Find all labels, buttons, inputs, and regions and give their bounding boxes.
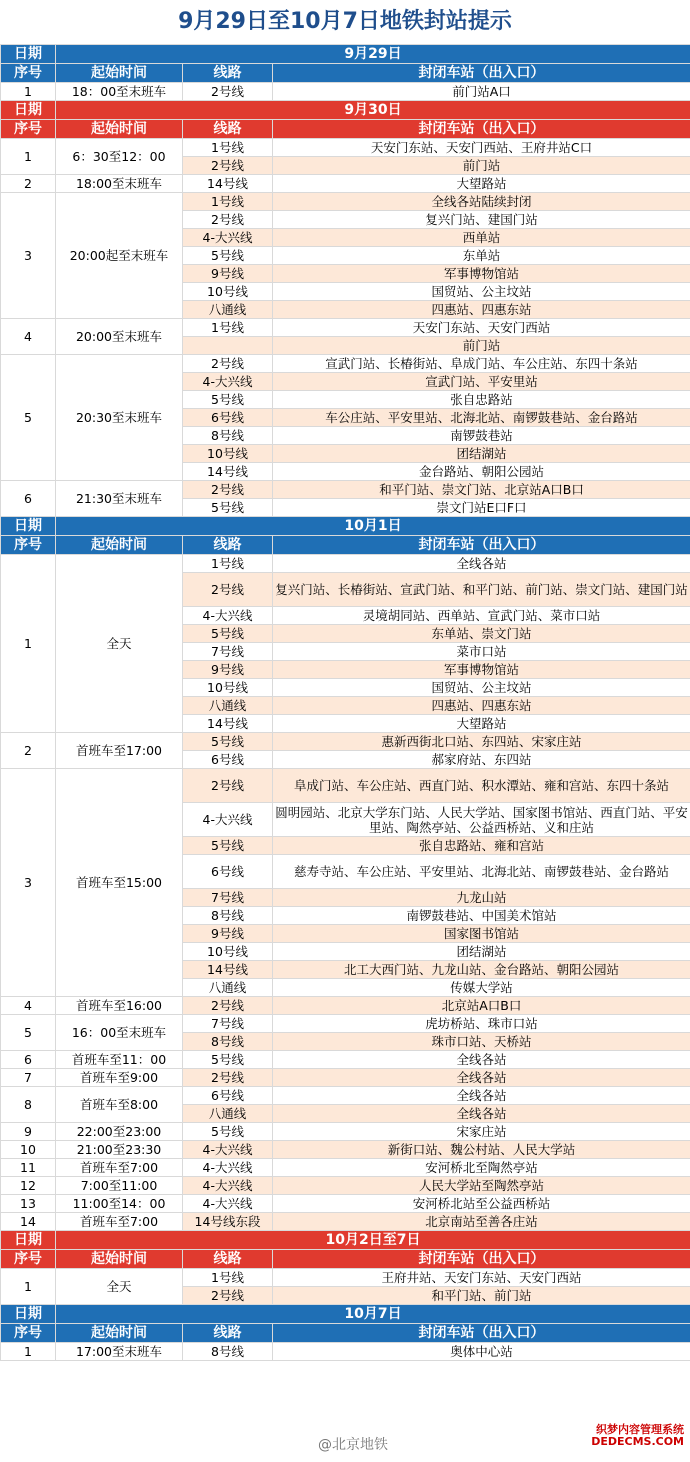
station-cell: 新街口站、魏公村站、人民大学站 xyxy=(273,1141,690,1159)
section-date: 9月29日 xyxy=(56,45,690,64)
section-date: 9月30日 xyxy=(56,101,690,120)
section-date: 10月7日 xyxy=(56,1305,690,1324)
date-label: 日期 xyxy=(1,1231,56,1250)
start-time-cell: 首班车至7:00 xyxy=(56,1159,183,1177)
start-time-cell: 21:30至末班车 xyxy=(56,481,183,517)
seq-cell: 7 xyxy=(1,1069,56,1087)
line-cell: 9号线 xyxy=(183,661,273,679)
line-cell: 4-大兴线 xyxy=(183,607,273,625)
column-header-line: 线路 xyxy=(183,64,273,83)
column-header-line: 线路 xyxy=(183,120,273,139)
station-cell: 宣武门站、长椿街站、阜成门站、车公庄站、东四十条站 xyxy=(273,355,690,373)
station-cell: 传媒大学站 xyxy=(273,979,690,997)
start-time-cell: 首班车至17:00 xyxy=(56,733,183,769)
line-cell: 14号线 xyxy=(183,175,273,193)
line-cell: 7号线 xyxy=(183,643,273,661)
table-row xyxy=(1,1343,690,1361)
station-cell: 前门站 xyxy=(273,157,690,175)
column-header-row xyxy=(1,120,690,139)
site-watermark xyxy=(591,1424,684,1448)
start-time-cell: 首班车至11：00 xyxy=(56,1051,183,1069)
station-cell: 复兴门站、长椿街站、宣武门站、和平门站、前门站、崇文门站、建国门站 xyxy=(273,573,690,607)
site-watermark-line1: 织梦内容管理系统 xyxy=(596,1423,684,1436)
station-cell: 南锣鼓巷站 xyxy=(273,427,690,445)
page-title: 9月29日至10月7日地铁封站提示 xyxy=(0,0,690,44)
seq-cell: 14 xyxy=(1,1213,56,1231)
line-cell: 2号线 xyxy=(183,481,273,499)
seq-cell: 12 xyxy=(1,1177,56,1195)
date-label: 日期 xyxy=(1,1305,56,1324)
date-label: 日期 xyxy=(1,101,56,120)
station-cell: 天安门东站、天安门西站 xyxy=(273,319,690,337)
line-cell: 7号线 xyxy=(183,889,273,907)
start-time-cell: 7:00至11:00 xyxy=(56,1177,183,1195)
station-cell: 珠市口站、天桥站 xyxy=(273,1033,690,1051)
start-time-cell: 首班车至8:00 xyxy=(56,1087,183,1123)
station-cell: 东单站、崇文门站 xyxy=(273,625,690,643)
line-cell: 9号线 xyxy=(183,265,273,283)
station-cell: 军事博物馆站 xyxy=(273,661,690,679)
line-cell: 6号线 xyxy=(183,855,273,889)
line-cell: 1号线 xyxy=(183,139,273,157)
station-cell: 奥体中心站 xyxy=(273,1343,690,1361)
seq-cell: 3 xyxy=(1,193,56,319)
station-cell: 全线各站 xyxy=(273,555,690,573)
column-header-seq: 序号 xyxy=(1,120,56,139)
column-header-start: 起始时间 xyxy=(56,64,183,83)
start-time-cell: 首班车至15:00 xyxy=(56,769,183,997)
start-time-cell: 全天 xyxy=(56,1269,183,1305)
station-cell: 郝家府站、东四站 xyxy=(273,751,690,769)
station-cell: 慈寿寺站、车公庄站、平安里站、北海北站、南锣鼓巷站、金台路站 xyxy=(273,855,690,889)
column-header-start: 起始时间 xyxy=(56,120,183,139)
station-cell: 北京站A口B口 xyxy=(273,997,690,1015)
seq-cell: 13 xyxy=(1,1195,56,1213)
line-cell: 6号线 xyxy=(183,751,273,769)
start-time-cell: 22:00至23:00 xyxy=(56,1123,183,1141)
table-row xyxy=(1,1177,690,1195)
line-cell: 4-大兴线 xyxy=(183,1159,273,1177)
seq-cell: 6 xyxy=(1,1051,56,1069)
station-cell: 四惠站、四惠东站 xyxy=(273,697,690,715)
line-cell: 10号线 xyxy=(183,283,273,301)
start-time-cell: 20:30至末班车 xyxy=(56,355,183,481)
table-row xyxy=(1,1051,690,1069)
table-row xyxy=(1,355,690,373)
station-cell: 全线各站 xyxy=(273,1087,690,1105)
station-cell: 全线各站 xyxy=(273,1051,690,1069)
station-cell: 全线各站 xyxy=(273,1105,690,1123)
station-cell: 大望路站 xyxy=(273,715,690,733)
start-time-cell: 首班车至16:00 xyxy=(56,997,183,1015)
station-cell: 南锣鼓巷站、中国美术馆站 xyxy=(273,907,690,925)
weibo-watermark: @北京地铁 xyxy=(318,1437,388,1453)
table-row xyxy=(1,1195,690,1213)
column-header-start: 起始时间 xyxy=(56,1250,183,1269)
seq-cell: 2 xyxy=(1,175,56,193)
line-cell: 10号线 xyxy=(183,943,273,961)
table-row xyxy=(1,1141,690,1159)
station-cell: 惠新西街北口站、东四站、宋家庄站 xyxy=(273,733,690,751)
column-header-seq: 序号 xyxy=(1,64,56,83)
line-cell: 14号线 xyxy=(183,715,273,733)
line-cell xyxy=(183,337,273,355)
seq-cell: 11 xyxy=(1,1159,56,1177)
line-cell: 2号线 xyxy=(183,1069,273,1087)
line-cell: 1号线 xyxy=(183,1269,273,1287)
line-cell: 八通线 xyxy=(183,301,273,319)
line-cell: 4-大兴线 xyxy=(183,1195,273,1213)
seq-cell: 1 xyxy=(1,1343,56,1361)
station-cell: 前门站A口 xyxy=(273,83,690,101)
start-time-cell: 21:00至23:30 xyxy=(56,1141,183,1159)
table-row xyxy=(1,997,690,1015)
station-cell: 菜市口站 xyxy=(273,643,690,661)
seq-cell: 5 xyxy=(1,355,56,481)
closure-table xyxy=(0,44,690,1361)
station-cell: 九龙山站 xyxy=(273,889,690,907)
station-cell: 阜成门站、车公庄站、西直门站、积水潭站、雍和宫站、东四十条站 xyxy=(273,769,690,803)
seq-cell: 9 xyxy=(1,1123,56,1141)
line-cell: 5号线 xyxy=(183,391,273,409)
column-header-seq: 序号 xyxy=(1,536,56,555)
seq-cell: 10 xyxy=(1,1141,56,1159)
start-time-cell: 全天 xyxy=(56,555,183,733)
column-header-start: 起始时间 xyxy=(56,536,183,555)
start-time-cell: 首班车至7:00 xyxy=(56,1213,183,1231)
station-cell: 安河桥北至陶然亭站 xyxy=(273,1159,690,1177)
station-cell: 王府井站、天安门东站、天安门西站 xyxy=(273,1269,690,1287)
table-row xyxy=(1,175,690,193)
station-cell: 四惠站、四惠东站 xyxy=(273,301,690,319)
line-cell: 1号线 xyxy=(183,193,273,211)
column-header-row xyxy=(1,64,690,83)
station-cell: 金台路站、朝阳公园站 xyxy=(273,463,690,481)
station-cell: 张自忠路站 xyxy=(273,391,690,409)
station-cell: 和平门站、前门站 xyxy=(273,1287,690,1305)
line-cell: 4-大兴线 xyxy=(183,373,273,391)
table-row xyxy=(1,1159,690,1177)
line-cell: 2号线 xyxy=(183,573,273,607)
table-row xyxy=(1,193,690,211)
line-cell: 2号线 xyxy=(183,1287,273,1305)
seq-cell: 5 xyxy=(1,1015,56,1051)
station-cell: 宣武门站、平安里站 xyxy=(273,373,690,391)
start-time-cell: 18：00至末班车 xyxy=(56,83,183,101)
table-row xyxy=(1,83,690,101)
station-cell: 北京南站至善各庄站 xyxy=(273,1213,690,1231)
seq-cell: 6 xyxy=(1,481,56,517)
station-cell: 东单站 xyxy=(273,247,690,265)
section-date: 10月2日至7日 xyxy=(56,1231,690,1250)
line-cell: 5号线 xyxy=(183,837,273,855)
table-row xyxy=(1,1269,690,1287)
line-cell: 8号线 xyxy=(183,1343,273,1361)
station-cell: 张自忠路站、雍和宫站 xyxy=(273,837,690,855)
station-cell: 国家图书馆站 xyxy=(273,925,690,943)
seq-cell: 1 xyxy=(1,139,56,175)
column-header-line: 线路 xyxy=(183,536,273,555)
section-date: 10月1日 xyxy=(56,517,690,536)
column-header-row xyxy=(1,1324,690,1343)
line-cell: 2号线 xyxy=(183,83,273,101)
line-cell: 八通线 xyxy=(183,1105,273,1123)
column-header-seq: 序号 xyxy=(1,1324,56,1343)
station-cell: 国贸站、公主坟站 xyxy=(273,679,690,697)
start-time-cell: 18:00至末班车 xyxy=(56,175,183,193)
station-cell: 军事博物馆站 xyxy=(273,265,690,283)
line-cell: 2号线 xyxy=(183,769,273,803)
line-cell: 6号线 xyxy=(183,1087,273,1105)
column-header-station: 封闭车站（出入口） xyxy=(273,536,690,555)
seq-cell: 1 xyxy=(1,555,56,733)
table-row xyxy=(1,769,690,803)
station-cell: 北工大西门站、九龙山站、金台路站、朝阳公园站 xyxy=(273,961,690,979)
station-cell: 团结湖站 xyxy=(273,943,690,961)
station-cell: 全线各站陆续封闭 xyxy=(273,193,690,211)
seq-cell: 2 xyxy=(1,733,56,769)
line-cell: 5号线 xyxy=(183,247,273,265)
line-cell: 5号线 xyxy=(183,1123,273,1141)
line-cell: 2号线 xyxy=(183,157,273,175)
line-cell: 2号线 xyxy=(183,355,273,373)
column-header-seq: 序号 xyxy=(1,1250,56,1269)
table-row xyxy=(1,481,690,499)
table-row xyxy=(1,733,690,751)
station-cell: 圆明园站、北京大学东门站、人民大学站、国家图书馆站、西直门站、平安里站、陶然亭站、公益西桥站、义和庄站 xyxy=(273,803,690,837)
column-header-station: 封闭车站（出入口） xyxy=(273,64,690,83)
line-cell: 8号线 xyxy=(183,427,273,445)
line-cell: 4-大兴线 xyxy=(183,1141,273,1159)
start-time-cell: 17:00至末班车 xyxy=(56,1343,183,1361)
station-cell: 崇文门站E口F口 xyxy=(273,499,690,517)
line-cell: 5号线 xyxy=(183,733,273,751)
site-watermark-line2: DEDECMS.COM xyxy=(591,1435,684,1448)
column-header-station: 封闭车站（出入口） xyxy=(273,1250,690,1269)
station-cell: 和平门站、崇文门站、北京站A口B口 xyxy=(273,481,690,499)
section-date-header xyxy=(1,45,690,64)
line-cell: 4-大兴线 xyxy=(183,229,273,247)
station-cell: 前门站 xyxy=(273,337,690,355)
start-time-cell: 11:00至14：00 xyxy=(56,1195,183,1213)
line-cell: 4-大兴线 xyxy=(183,1177,273,1195)
line-cell: 7号线 xyxy=(183,1015,273,1033)
line-cell: 14号线东段 xyxy=(183,1213,273,1231)
start-time-cell: 16：00至末班车 xyxy=(56,1015,183,1051)
section-date-header xyxy=(1,1305,690,1324)
station-cell: 全线各站 xyxy=(273,1069,690,1087)
station-cell: 团结湖站 xyxy=(273,445,690,463)
line-cell: 5号线 xyxy=(183,625,273,643)
line-cell: 八通线 xyxy=(183,697,273,715)
station-cell: 安河桥北站至公益西桥站 xyxy=(273,1195,690,1213)
line-cell: 10号线 xyxy=(183,445,273,463)
start-time-cell: 20:00至末班车 xyxy=(56,319,183,355)
line-cell: 9号线 xyxy=(183,925,273,943)
line-cell: 10号线 xyxy=(183,679,273,697)
station-cell: 大望路站 xyxy=(273,175,690,193)
line-cell: 8号线 xyxy=(183,907,273,925)
line-cell: 2号线 xyxy=(183,211,273,229)
line-cell: 6号线 xyxy=(183,409,273,427)
date-label: 日期 xyxy=(1,45,56,64)
line-cell: 14号线 xyxy=(183,961,273,979)
station-cell: 人民大学站至陶然亭站 xyxy=(273,1177,690,1195)
station-cell: 灵境胡同站、西单站、宣武门站、菜市口站 xyxy=(273,607,690,625)
date-label: 日期 xyxy=(1,517,56,536)
station-cell: 宋家庄站 xyxy=(273,1123,690,1141)
table-row xyxy=(1,1123,690,1141)
table-row xyxy=(1,555,690,573)
station-cell: 复兴门站、建国门站 xyxy=(273,211,690,229)
line-cell: 4-大兴线 xyxy=(183,803,273,837)
seq-cell: 4 xyxy=(1,319,56,355)
section-date-header xyxy=(1,1231,690,1250)
section-date-header xyxy=(1,517,690,536)
column-header-line: 线路 xyxy=(183,1250,273,1269)
station-cell: 车公庄站、平安里站、北海北站、南锣鼓巷站、金台路站 xyxy=(273,409,690,427)
column-header-row xyxy=(1,536,690,555)
line-cell: 8号线 xyxy=(183,1033,273,1051)
seq-cell: 1 xyxy=(1,83,56,101)
start-time-cell: 6：30至12：00 xyxy=(56,139,183,175)
start-time-cell: 20:00起至末班车 xyxy=(56,193,183,319)
table-row xyxy=(1,319,690,337)
table-row xyxy=(1,139,690,157)
seq-cell: 1 xyxy=(1,1269,56,1305)
line-cell: 2号线 xyxy=(183,997,273,1015)
table-row xyxy=(1,1087,690,1105)
column-header-start: 起始时间 xyxy=(56,1324,183,1343)
line-cell: 5号线 xyxy=(183,1051,273,1069)
line-cell: 14号线 xyxy=(183,463,273,481)
seq-cell: 4 xyxy=(1,997,56,1015)
start-time-cell: 首班车至9:00 xyxy=(56,1069,183,1087)
table-row xyxy=(1,1069,690,1087)
seq-cell: 8 xyxy=(1,1087,56,1123)
station-cell: 西单站 xyxy=(273,229,690,247)
table-row xyxy=(1,1015,690,1033)
station-cell: 虎坊桥站、珠市口站 xyxy=(273,1015,690,1033)
column-header-row xyxy=(1,1250,690,1269)
table-row xyxy=(1,1213,690,1231)
seq-cell: 3 xyxy=(1,769,56,997)
section-date-header xyxy=(1,101,690,120)
station-cell: 国贸站、公主坟站 xyxy=(273,283,690,301)
line-cell: 八通线 xyxy=(183,979,273,997)
column-header-line: 线路 xyxy=(183,1324,273,1343)
line-cell: 1号线 xyxy=(183,555,273,573)
column-header-station: 封闭车站（出入口） xyxy=(273,120,690,139)
line-cell: 1号线 xyxy=(183,319,273,337)
station-cell: 天安门东站、天安门西站、王府井站C口 xyxy=(273,139,690,157)
line-cell: 5号线 xyxy=(183,499,273,517)
column-header-station: 封闭车站（出入口） xyxy=(273,1324,690,1343)
